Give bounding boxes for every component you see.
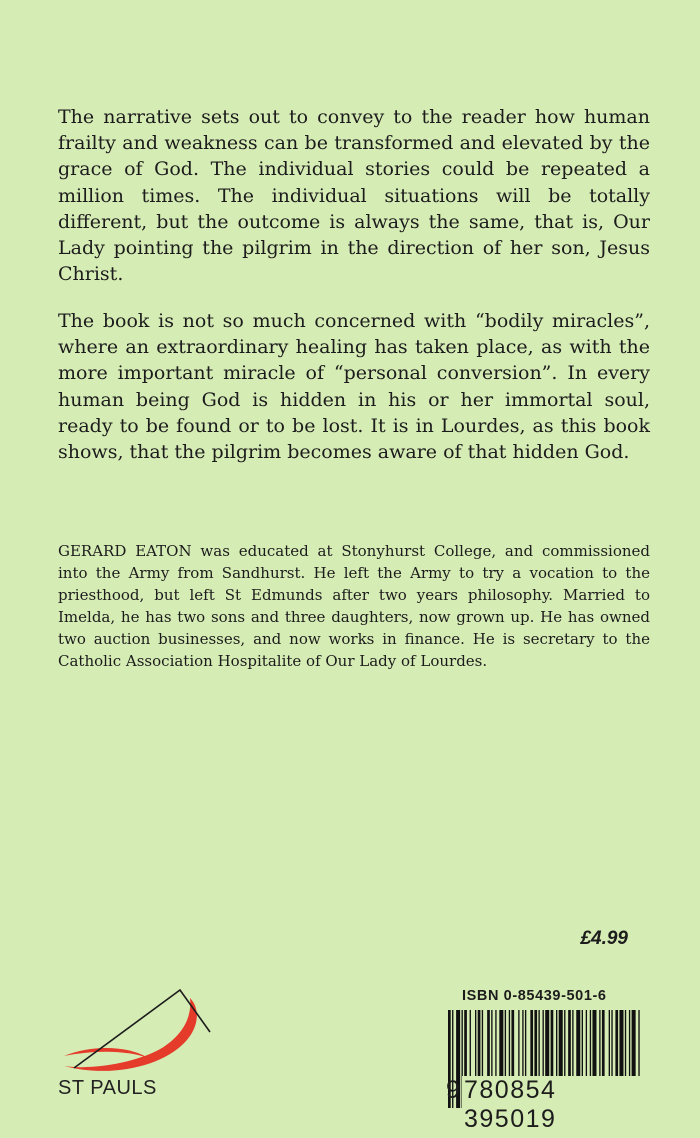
logo-red-crescent [64,1048,148,1058]
isbn-label: ISBN 0-85439-501-6 [462,988,607,1004]
blurb-paragraph-1: The narrative sets out to convey to the reader how human frailty and weakness can be transformed and elevated by the grace of God. The individual stories could be repeated a million times. The individual situations will be totally different, but the outcome is always the same, that is, Our Lady pointing the pilgrim in the direction of her son, Jesus Christ. [58,106,650,286]
publisher-name: ST PAULS [58,1077,157,1099]
barcode-lead-digit: 9 [446,1076,462,1104]
barcode-number: 780854 395019 [462,1076,642,1134]
price-label: £4.99 [580,928,628,949]
blurb-paragraph-2: The book is not so much concerned with “bodily miracles”, where an extraordinary healing has taken place, as with the more important miracle of “personal conversion”. In every human being God is hidden in his or her immortal soul, ready to be found or to be lost. It is in Lourdes, as this book shows, that the pilgrim becomes aware of that hidden God. [58,310,650,464]
author-bio: GERARD EATON was educated at Stonyhurst College, and commissioned into the Army from Sandhurst. He left the Army to try a vocation to the priesthood, but left St Edmunds after two years philosophy. Married to Imelda, he has two sons and three daughters, now grown up. He has owned two auction businesses, and now works in finance. He is secretary to the Catholic Association Hospitalite of Our Lady of Lourdes. [58,542,650,670]
st-pauls-logo-icon [52,984,217,1079]
